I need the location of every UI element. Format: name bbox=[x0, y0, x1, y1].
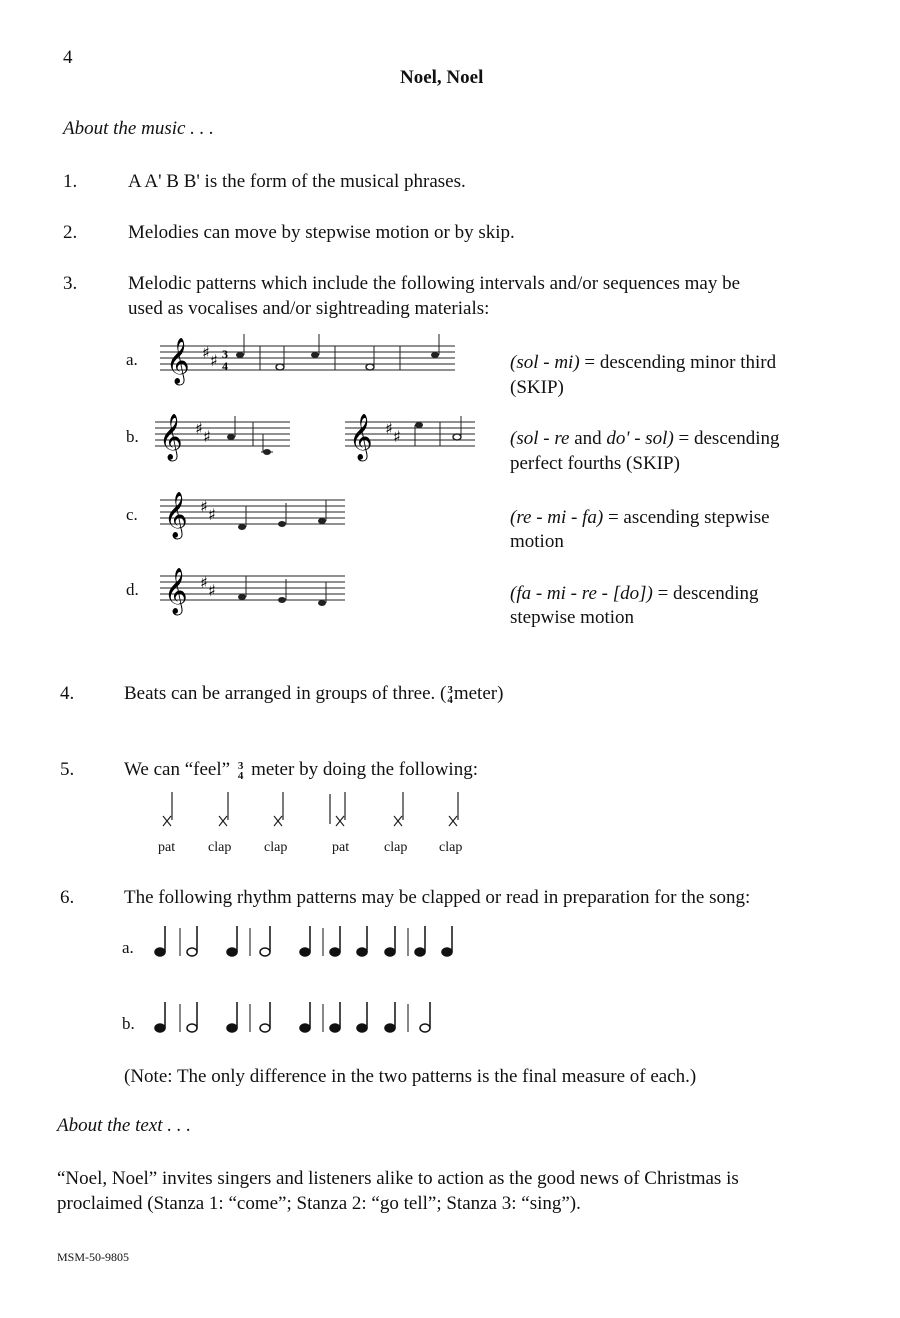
treble-clef-icon: 𝄞 bbox=[164, 492, 188, 538]
percussion-label-2: clap bbox=[208, 840, 232, 855]
pattern-a-staff bbox=[160, 336, 460, 396]
sharp-icon: ♯ bbox=[202, 343, 210, 362]
item-2-number: 2. bbox=[63, 222, 78, 243]
item-2-text: Melodies can move by stepwise motion or by skip. bbox=[128, 222, 515, 243]
item-5-text: We can “feel” 3 4 meter by doing the following: bbox=[124, 759, 478, 782]
sharp-icon: ♯ bbox=[200, 497, 208, 516]
sharp-icon: ♯ bbox=[208, 581, 216, 600]
item-1-text: A A' B B' is the form of the musical phrases. bbox=[128, 171, 466, 192]
meter-fraction: 3 4 bbox=[237, 759, 244, 782]
sharp-icon: ♯ bbox=[195, 419, 203, 438]
pattern-c-label: c. bbox=[126, 505, 138, 524]
text-paragraph-line2: proclaimed (Stanza 1: “come”; Stanza 2: “go tell”; Stanza 3: “sing”). bbox=[57, 1193, 581, 1214]
item-3-number: 3. bbox=[63, 273, 78, 294]
pattern-d-desc: (fa - mi - re - [do]) = descending bbox=[510, 583, 759, 604]
sharp-icon: ♯ bbox=[203, 427, 211, 446]
pattern-c-staff bbox=[160, 490, 360, 550]
pattern-c-desc-line2: motion bbox=[510, 531, 564, 552]
music-heading: About the music . . . bbox=[63, 118, 214, 139]
pattern-d-label: d. bbox=[126, 580, 139, 599]
pattern-a-desc: (sol - mi) = descending minor third bbox=[510, 352, 777, 373]
page-title: Noel, Noel bbox=[400, 67, 484, 88]
svg-text:3: 3 bbox=[222, 347, 228, 361]
item-4-number: 4. bbox=[60, 683, 75, 704]
pattern-a-label: a. bbox=[126, 350, 138, 369]
pattern-b-label: b. bbox=[126, 427, 139, 446]
svg-text:4: 4 bbox=[222, 359, 228, 373]
meter-fraction: 3 4 bbox=[447, 683, 453, 706]
rhythm-a-label: a. bbox=[122, 938, 134, 957]
pattern-c-desc: (re - mi - fa) = ascending stepwise bbox=[510, 507, 770, 528]
pattern-b-desc: (sol - re and do' - sol) = descending bbox=[510, 428, 780, 449]
page-number: 4 bbox=[63, 47, 73, 68]
rhythm-a-notation bbox=[150, 918, 470, 963]
pattern-b-staff-2 bbox=[345, 412, 485, 472]
item-1-number: 1. bbox=[63, 171, 78, 192]
percussion-label-3: clap bbox=[264, 840, 288, 855]
item-5-number: 5. bbox=[60, 759, 75, 780]
pattern-b-staff-1 bbox=[155, 412, 305, 472]
percussion-label-5: clap bbox=[384, 840, 408, 855]
item-6-text: The following rhythm patterns may be clapped or read in preparation for the song: bbox=[124, 887, 751, 908]
pattern-d-desc-line2: stepwise motion bbox=[510, 607, 635, 628]
footer-code: MSM-50-9805 bbox=[57, 1250, 130, 1264]
rhythm-b-label: b. bbox=[122, 1014, 135, 1033]
sharp-icon: ♯ bbox=[210, 351, 218, 370]
treble-clef-icon: 𝄞 bbox=[164, 568, 188, 614]
percussion-label-4: pat bbox=[332, 840, 350, 855]
item-3-line2: used as vocalises and/or sightreading materials: bbox=[128, 298, 490, 319]
rhythm-b-notation bbox=[150, 994, 470, 1039]
percussion-label-1: pat bbox=[158, 840, 176, 855]
body-percussion-notation bbox=[150, 790, 480, 832]
treble-clef-icon: 𝄞 bbox=[349, 414, 373, 460]
treble-clef-icon: 𝄞 bbox=[166, 338, 190, 384]
pattern-d-staff bbox=[160, 566, 360, 626]
percussion-label-6: clap bbox=[439, 840, 463, 855]
rhythm-note: (Note: The only difference in the two patterns is the final measure of each.) bbox=[124, 1066, 697, 1087]
pattern-b-desc-line2: perfect fourths (SKIP) bbox=[510, 453, 680, 474]
item-3-line1: Melodic patterns which include the following intervals and/or sequences may be bbox=[128, 273, 741, 294]
text-heading: About the text . . . bbox=[57, 1115, 192, 1136]
text-paragraph-line1: “Noel, Noel” invites singers and listeners alike to action as the good news of Christmas is bbox=[57, 1168, 739, 1189]
item-6-number: 6. bbox=[60, 887, 75, 908]
item-4-text: Beats can be arranged in groups of three. (3 4meter) bbox=[124, 683, 504, 706]
treble-clef-icon: 𝄞 bbox=[159, 414, 183, 460]
sharp-icon: ♯ bbox=[393, 427, 401, 446]
sharp-icon: ♯ bbox=[200, 573, 208, 592]
pattern-a-desc-line2: (SKIP) bbox=[510, 377, 564, 398]
sharp-icon: ♯ bbox=[208, 505, 216, 524]
sharp-icon: ♯ bbox=[385, 419, 393, 438]
